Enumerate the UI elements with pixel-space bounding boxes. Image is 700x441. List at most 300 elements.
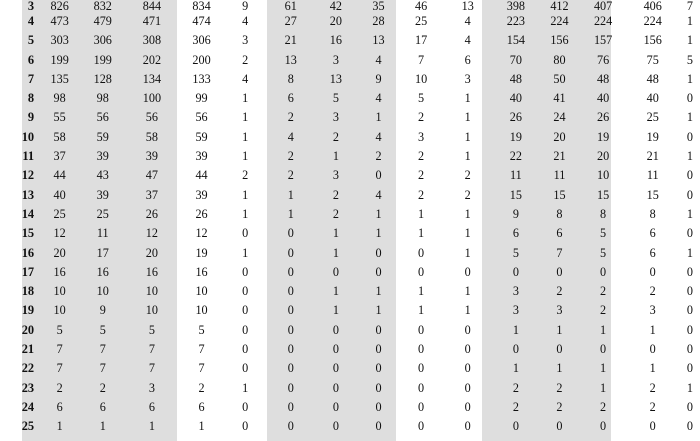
table-cell: 5 — [99, 322, 106, 337]
table-cell: 4 — [375, 187, 382, 202]
table-cell: 48 — [646, 71, 659, 86]
table-cell: 0 — [375, 361, 382, 376]
table-cell: 0 — [418, 399, 425, 414]
table-cell: 0 — [686, 342, 693, 357]
table-cell: 1 — [287, 206, 294, 221]
table-cell: 7 — [198, 342, 205, 357]
table-cell: 2 — [556, 399, 563, 414]
table-cell: 5 — [512, 245, 519, 260]
table-cell: 2 — [287, 168, 294, 183]
table-row — [0, 244, 700, 263]
table-cell: 76 — [597, 52, 610, 67]
table-cell: 0 — [512, 419, 519, 434]
table-row — [0, 12, 700, 31]
table-cell: 98 — [53, 91, 66, 106]
table-cell: 4 — [287, 129, 294, 144]
table-row — [0, 186, 700, 205]
table-cell: 21 — [553, 149, 566, 164]
table-cell: 50 — [553, 71, 566, 86]
table-cell: 3 — [649, 303, 656, 318]
table-row — [0, 359, 700, 378]
row-label: 9 — [27, 110, 35, 125]
table-cell: 40 — [646, 91, 659, 106]
table-cell: 70 — [509, 52, 522, 67]
table-cell: 0 — [287, 322, 294, 337]
table-cell: 2 — [556, 284, 563, 299]
table-cell: 2 — [512, 380, 519, 395]
table-cell: 2 — [287, 110, 294, 125]
table-cell: 1 — [512, 361, 519, 376]
table-cell: 479 — [93, 14, 112, 28]
table-cell: 56 — [145, 110, 158, 125]
table-cell: 37 — [145, 187, 158, 202]
table-cell: 306 — [192, 33, 211, 48]
table-cell: 7 — [56, 342, 63, 357]
table-cell: 10 — [597, 168, 610, 183]
table-cell: 1 — [242, 149, 249, 164]
row-label: 14 — [21, 206, 35, 221]
table-cell: 3 — [332, 168, 339, 183]
table-cell: 0 — [287, 361, 294, 376]
table-cell: 75 — [646, 52, 659, 67]
table-cell: 2 — [287, 149, 294, 164]
table-cell: 44 — [195, 168, 208, 183]
table-cell: 0 — [649, 342, 656, 357]
table-cell: 224 — [643, 14, 662, 28]
table-cell: 28 — [372, 14, 385, 28]
row-label: 6 — [27, 52, 35, 67]
table-cell: 1 — [418, 303, 425, 318]
table-cell: 7 — [99, 342, 106, 357]
table-row — [0, 70, 700, 89]
table-cell: 0 — [375, 264, 382, 279]
table-cell: 0 — [418, 245, 425, 260]
table-cell: 2 — [512, 399, 519, 414]
table-cell: 11 — [96, 226, 109, 241]
table-cell: 48 — [509, 71, 522, 86]
table-cell: 13 — [461, 0, 474, 13]
table-cell: 1 — [464, 303, 471, 318]
row-label: 5 — [27, 33, 35, 48]
table-cell: 5 — [600, 226, 607, 241]
table-cell: 1 — [242, 206, 249, 221]
table-row — [0, 224, 700, 243]
table-cell: 0 — [464, 399, 471, 414]
table-cell: 0 — [686, 419, 693, 434]
table-cell: 6 — [556, 226, 563, 241]
row-label: 7 — [27, 71, 35, 86]
table-cell: 25 — [53, 206, 66, 221]
table-cell: 10 — [53, 303, 66, 318]
table-cell: 1 — [649, 361, 656, 376]
table-cell: 16 — [53, 264, 66, 279]
table-cell: 832 — [93, 0, 112, 13]
table-cell: 10 — [415, 71, 428, 86]
table-cell: 0 — [242, 303, 249, 318]
table-cell: 0 — [242, 226, 249, 241]
table-cell: 0 — [287, 245, 294, 260]
table-cell: 26 — [195, 206, 208, 221]
table-cell: 15 — [646, 187, 659, 202]
table-cell: 1 — [686, 149, 693, 164]
table-cell: 2 — [464, 187, 471, 202]
row-label: 18 — [21, 284, 35, 299]
table-cell: 59 — [96, 129, 109, 144]
row-label: 3 — [27, 0, 35, 13]
table-cell: 1 — [686, 206, 693, 221]
table-row — [0, 147, 700, 166]
table-cell: 2 — [332, 206, 339, 221]
table-cell: 0 — [464, 361, 471, 376]
table-cell: 0 — [686, 187, 693, 202]
table-cell: 3 — [332, 110, 339, 125]
table-cell: 12 — [53, 226, 66, 241]
table-cell: 1 — [686, 380, 693, 395]
row-label: 16 — [21, 245, 35, 260]
table-cell: 474 — [192, 14, 211, 28]
table-cell: 2 — [464, 168, 471, 183]
table-cell: 2 — [99, 380, 106, 395]
table-cell: 9 — [512, 206, 519, 221]
table-cell: 25 — [415, 14, 428, 28]
table-cell: 4 — [375, 52, 382, 67]
table-cell: 1 — [375, 206, 382, 221]
table-cell: 1 — [375, 110, 382, 125]
table-cell: 1 — [242, 380, 249, 395]
table-cell: 0 — [686, 168, 693, 183]
table-cell: 26 — [509, 110, 522, 125]
table-row — [0, 263, 700, 282]
table-cell: 1 — [332, 149, 339, 164]
table-cell: 19 — [646, 129, 659, 144]
table-cell: 224 — [593, 14, 613, 28]
table-cell: 1 — [242, 110, 249, 125]
table-cell: 0 — [418, 322, 425, 337]
table-row — [0, 205, 700, 224]
table-cell: 16 — [96, 264, 109, 279]
table-cell: 1 — [464, 245, 471, 260]
table-cell: 56 — [195, 110, 208, 125]
table-cell: 3 — [464, 71, 471, 86]
table-cell: 19 — [195, 245, 208, 260]
table-cell: 2 — [556, 380, 563, 395]
table-cell: 0 — [287, 284, 294, 299]
table-cell: 2 — [649, 380, 656, 395]
table-cell: 6 — [649, 245, 656, 260]
table-cell: 1 — [375, 284, 382, 299]
table-row — [0, 321, 700, 340]
table-cell: 7 — [148, 342, 155, 357]
row-label: 25 — [21, 419, 35, 434]
table-cell: 0 — [464, 380, 471, 395]
table-cell: 1 — [242, 187, 249, 202]
table-cell: 9 — [99, 303, 106, 318]
table-cell: 223 — [506, 14, 525, 28]
table-cell: 3 — [242, 33, 249, 48]
row-label: 23 — [21, 380, 35, 395]
row-label: 19 — [21, 303, 35, 318]
row-label: 24 — [21, 399, 35, 414]
table-cell: 1 — [686, 110, 693, 125]
table-cell: 0 — [556, 342, 563, 357]
table-cell: 1 — [686, 245, 693, 260]
table-row — [0, 128, 700, 147]
table-cell: 9 — [375, 71, 382, 86]
table-row — [0, 301, 700, 320]
table-cell: 473 — [50, 14, 69, 28]
table-cell: 308 — [142, 33, 162, 48]
table-cell: 7 — [56, 361, 63, 376]
table-cell: 1 — [686, 71, 693, 86]
table-cell: 2 — [198, 380, 205, 395]
table-cell: 46 — [415, 0, 428, 13]
table-cell: 10 — [195, 303, 208, 318]
table-cell: 48 — [597, 71, 610, 86]
table-cell: 17 — [96, 245, 109, 260]
table-cell: 16 — [145, 264, 158, 279]
table-cell: 40 — [597, 91, 610, 106]
table-cell: 8 — [649, 206, 656, 221]
table-cell: 12 — [145, 226, 158, 241]
table-cell: 15 — [597, 187, 610, 202]
row-label: 17 — [21, 264, 35, 279]
table-cell: 202 — [142, 52, 162, 67]
table-cell: 99 — [195, 91, 208, 106]
table-cell: 6 — [464, 52, 471, 67]
table-cell: 0 — [375, 168, 382, 183]
table-row — [0, 282, 700, 301]
table-cell: 6 — [148, 399, 155, 414]
table-cell: 7 — [686, 0, 693, 13]
table-cell: 0 — [242, 322, 249, 337]
table-cell: 11 — [646, 168, 659, 183]
table-cell: 39 — [96, 149, 109, 164]
table-cell: 0 — [600, 419, 607, 434]
table-cell: 41 — [553, 91, 566, 106]
table-cell: 0 — [242, 419, 249, 434]
table-cell: 0 — [242, 399, 249, 414]
table-cell: 135 — [50, 71, 69, 86]
table-cell: 1 — [375, 303, 382, 318]
table-cell: 0 — [287, 342, 294, 357]
table-cell: 1 — [600, 361, 607, 376]
table-cell: 19 — [509, 129, 522, 144]
table-cell: 20 — [329, 14, 342, 28]
table-cell: 0 — [418, 342, 425, 357]
table-cell: 1 — [287, 187, 294, 202]
table-cell: 4 — [375, 91, 382, 106]
table-cell: 199 — [50, 52, 69, 67]
table-cell: 10 — [145, 303, 158, 318]
table-cell: 0 — [464, 264, 471, 279]
table-cell: 0 — [512, 342, 519, 357]
table-cell: 3 — [512, 303, 519, 318]
table-cell: 1 — [464, 226, 471, 241]
table-cell: 200 — [192, 52, 211, 67]
table-cell: 133 — [192, 71, 211, 86]
table-cell: 5 — [686, 52, 693, 67]
table-cell: 7 — [148, 361, 155, 376]
table-cell: 1 — [56, 419, 63, 434]
table-cell: 0 — [464, 342, 471, 357]
table-cell: 1 — [556, 361, 563, 376]
table-cell: 0 — [600, 342, 607, 357]
table-cell: 4 — [464, 33, 471, 48]
table-cell: 5 — [148, 322, 155, 337]
table-cell: 407 — [593, 0, 613, 13]
table-cell: 15 — [553, 187, 566, 202]
table-row — [0, 31, 700, 50]
row-label: 12 — [21, 168, 35, 183]
table-cell: 5 — [600, 245, 607, 260]
table-cell: 398 — [506, 0, 525, 13]
table-cell: 844 — [142, 0, 162, 13]
table-cell: 24 — [553, 110, 566, 125]
table-cell: 0 — [242, 361, 249, 376]
table-cell: 6 — [512, 226, 519, 241]
table-cell: 2 — [600, 303, 607, 318]
table-row — [0, 89, 700, 108]
table-cell: 5 — [332, 91, 339, 106]
table-cell: 4 — [375, 129, 382, 144]
table-cell: 47 — [145, 168, 158, 183]
table-cell: 21 — [646, 149, 659, 164]
table-cell: 1 — [649, 322, 656, 337]
table-cell: 37 — [53, 149, 66, 164]
table-cell: 0 — [686, 303, 693, 318]
table-cell: 16 — [329, 33, 342, 48]
table-cell: 406 — [643, 0, 662, 13]
table-cell: 0 — [287, 303, 294, 318]
table-cell: 128 — [93, 71, 112, 86]
table-cell: 1 — [332, 284, 339, 299]
table-cell: 2 — [56, 380, 63, 395]
row-label: 13 — [21, 187, 35, 202]
table-cell: 5 — [418, 91, 425, 106]
table-cell: 1 — [464, 206, 471, 221]
table-cell: 59 — [195, 129, 208, 144]
table-row — [0, 398, 700, 417]
table-cell: 1 — [198, 419, 205, 434]
table-cell: 44 — [53, 168, 66, 183]
table-cell: 0 — [332, 361, 339, 376]
table-cell: 224 — [550, 14, 569, 28]
table-cell: 1 — [686, 33, 693, 48]
table-cell: 0 — [332, 264, 339, 279]
table-cell: 58 — [53, 129, 66, 144]
table-cell: 2 — [332, 129, 339, 144]
table-cell: 0 — [332, 342, 339, 357]
table-cell: 2 — [600, 284, 607, 299]
table-cell: 2 — [332, 187, 339, 202]
table-cell: 0 — [375, 342, 382, 357]
table-cell: 0 — [242, 284, 249, 299]
table-cell: 1 — [242, 91, 249, 106]
table-cell: 55 — [53, 110, 66, 125]
table-cell: 0 — [287, 264, 294, 279]
table-cell: 0 — [686, 399, 693, 414]
table-cell: 6 — [56, 399, 63, 414]
table-cell: 0 — [418, 361, 425, 376]
table-cell: 20 — [145, 245, 158, 260]
table-cell: 157 — [593, 33, 613, 48]
table-cell: 834 — [192, 0, 211, 13]
table-cell: 9 — [242, 0, 249, 13]
table-cell: 80 — [553, 52, 566, 67]
table-cell: 1 — [375, 226, 382, 241]
table-cell: 2 — [649, 399, 656, 414]
table-cell: 0 — [686, 322, 693, 337]
table-cell: 22 — [509, 149, 522, 164]
table-row — [0, 108, 700, 127]
table-cell: 5 — [56, 322, 63, 337]
table-cell: 0 — [464, 419, 471, 434]
table-cell: 0 — [287, 399, 294, 414]
table-cell: 16 — [195, 264, 208, 279]
table-cell: 0 — [242, 264, 249, 279]
table-cell: 2 — [375, 149, 382, 164]
table-row — [0, 0, 700, 12]
table-cell: 0 — [686, 361, 693, 376]
table-cell: 3 — [512, 284, 519, 299]
table-cell: 26 — [597, 110, 610, 125]
table-cell: 56 — [96, 110, 109, 125]
table-row — [0, 166, 700, 185]
table-cell: 39 — [195, 187, 208, 202]
table-cell: 1 — [686, 14, 693, 28]
table-cell: 2 — [418, 187, 425, 202]
table-cell: 1 — [418, 284, 425, 299]
table-cell: 1 — [332, 303, 339, 318]
table-cell: 156 — [643, 33, 662, 48]
table-cell: 0 — [686, 129, 693, 144]
table-cell: 3 — [332, 52, 339, 67]
table-cell: 11 — [553, 168, 566, 183]
table-cell: 0 — [512, 264, 519, 279]
table-cell: 0 — [332, 322, 339, 337]
table-cell: 471 — [142, 14, 162, 28]
table-cell: 39 — [145, 149, 158, 164]
table-cell: 1 — [242, 129, 249, 144]
table-cell: 25 — [96, 206, 109, 221]
table-cell: 2 — [418, 168, 425, 183]
table-cell: 1 — [332, 226, 339, 241]
table-cell: 6 — [287, 91, 294, 106]
table-cell: 58 — [145, 129, 158, 144]
table-cell: 0 — [649, 419, 656, 434]
table-cell: 0 — [464, 322, 471, 337]
table-cell: 2 — [242, 168, 249, 183]
table-cell: 4 — [242, 14, 249, 28]
table-cell: 13 — [329, 71, 342, 86]
table-cell: 3 — [418, 129, 425, 144]
row-label: 22 — [21, 361, 35, 376]
table-cell: 13 — [372, 33, 385, 48]
table-row — [0, 51, 700, 70]
table-cell: 0 — [375, 380, 382, 395]
table-cell: 0 — [375, 245, 382, 260]
row-label: 10 — [21, 129, 35, 144]
table-cell: 20 — [553, 129, 566, 144]
row-label: 4 — [27, 14, 35, 28]
table-cell: 1 — [332, 245, 339, 260]
table-cell: 2 — [418, 149, 425, 164]
table-cell: 15 — [509, 187, 522, 202]
table-cell: 0 — [686, 264, 693, 279]
row-label: 20 — [21, 322, 35, 337]
table-cell: 0 — [686, 91, 693, 106]
table-cell: 7 — [198, 361, 205, 376]
